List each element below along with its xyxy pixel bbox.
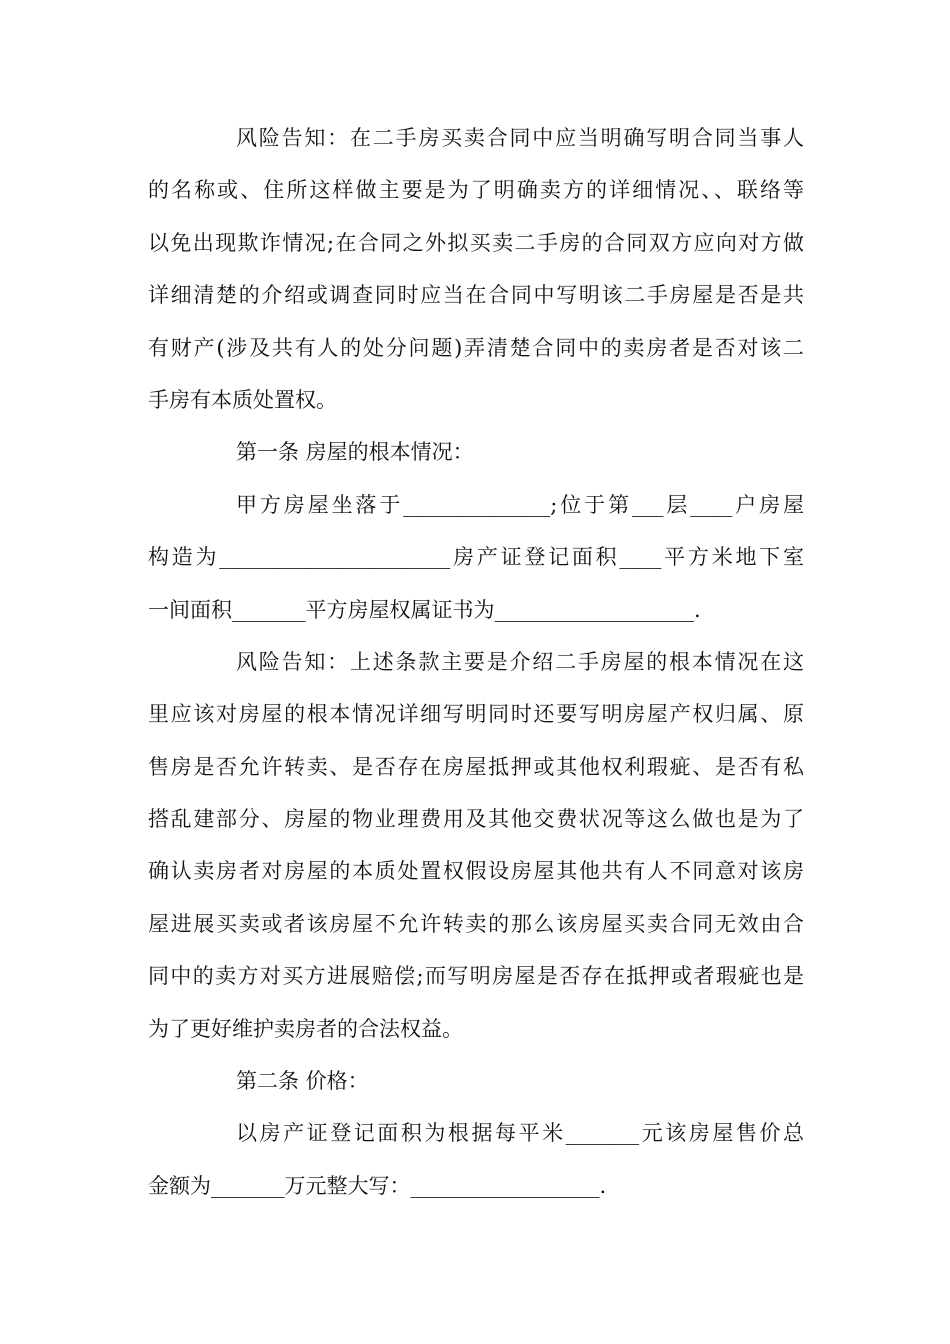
text-line: 确认卖房者对房屋的本质处置权假设房屋其他共有人不同意对该房 bbox=[148, 859, 804, 884]
article-heading: 第一条 房屋的根本情况： bbox=[236, 440, 474, 465]
paragraph-article-1-heading bbox=[148, 426, 804, 478]
text-line: 搭乱建部分、房屋的物业理费用及其他交费状况等这么做也是为了 bbox=[148, 807, 804, 832]
text-line: 里应该对房屋的根本情况详细写明同时还要写明房屋产权归属、原 bbox=[148, 702, 804, 727]
text-line: 同中的卖方对买方进展赔偿;而写明房屋是否存在抵押或者瑕疵也是 bbox=[148, 964, 804, 989]
text-line: 金额为_______万元整大写：__________________. bbox=[148, 1173, 607, 1198]
text-line: 构造为______________________房产证登记面积____平方米地下室 bbox=[148, 545, 804, 570]
text-line: 风险告知：上述条款主要是介绍二手房屋的根本情况在这 bbox=[236, 649, 804, 674]
text-line: 售房是否允许转卖、是否存在房屋抵押或其他权利瑕疵、是否有私 bbox=[148, 754, 804, 779]
paragraph-article-2-heading bbox=[148, 1055, 804, 1107]
paragraph-risk-notice-1 bbox=[148, 112, 804, 426]
text-line: 有财产(涉及共有人的处分问题)弄清楚合同中的卖房者是否对该二 bbox=[148, 335, 804, 360]
paragraph-article-2-body bbox=[148, 1107, 804, 1212]
paragraph-article-1-body bbox=[148, 479, 804, 636]
text-line: 屋进展买卖或者该房屋不允许转卖的那么该房屋买卖合同无效由合 bbox=[148, 911, 804, 936]
text-line: 以房产证登记面积为根据每平米_______元该房屋售价总 bbox=[236, 1121, 804, 1146]
text-line: 的名称或、住所这样做主要是为了明确卖方的详细情况、、联络等 bbox=[148, 178, 804, 203]
text-line: 手房有本质处置权。 bbox=[148, 387, 337, 412]
text-line: 风险告知：在二手房买卖合同中应当明确写明合同当事人 bbox=[236, 126, 804, 150]
document-body bbox=[148, 112, 804, 1212]
text-line: 甲方房屋坐落于______________;位于第___层____户房屋 bbox=[236, 492, 804, 517]
text-line: 为了更好维护卖房者的合法权益。 bbox=[148, 1016, 463, 1041]
article-heading: 第二条 价格： bbox=[236, 1069, 369, 1094]
text-line: 一间面积_______平方房屋权属证书为___________________. bbox=[148, 597, 701, 622]
text-line: 以免出现欺诈情况;在合同之外拟买卖二手房的合同双方应向对方做 bbox=[148, 230, 804, 255]
paragraph-risk-notice-2 bbox=[148, 636, 804, 1055]
text-line: 详细清楚的介绍或调查同时应当在合同中写明该二手房屋是否是共 bbox=[148, 283, 804, 308]
